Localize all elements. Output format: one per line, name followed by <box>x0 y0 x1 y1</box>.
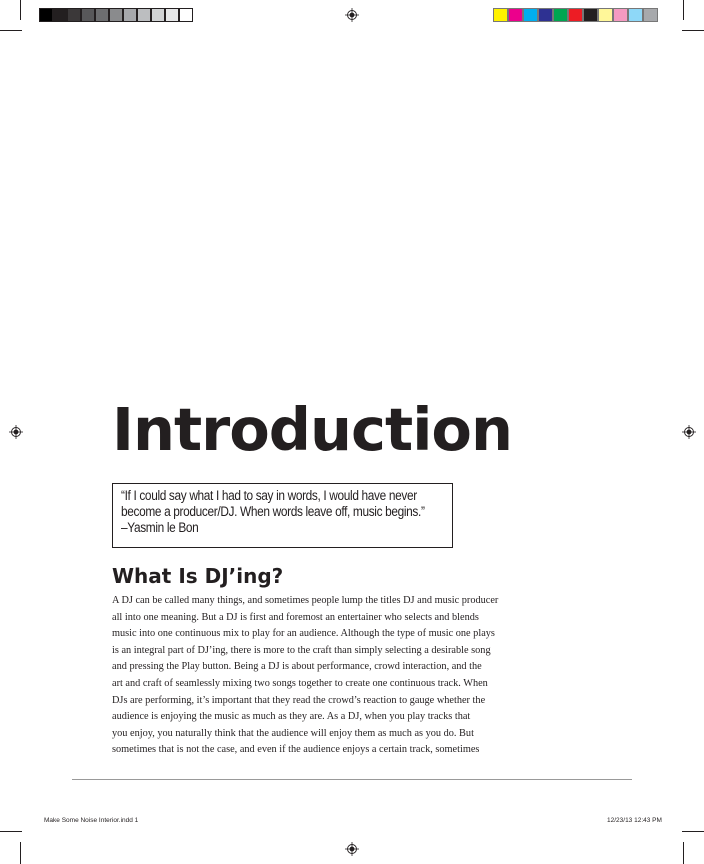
grayscale-swatch <box>123 8 137 22</box>
process-swatch <box>523 8 538 22</box>
registration-mark-bottom-icon <box>345 842 359 856</box>
footer-rule <box>72 779 632 780</box>
process-swatch <box>613 8 628 22</box>
epigraph-line: “If I could say what I had to say in words, I would have never <box>121 488 417 503</box>
grayscale-swatch <box>137 8 151 22</box>
process-swatch <box>628 8 643 22</box>
process-swatch <box>493 8 508 22</box>
process-swatch <box>553 8 568 22</box>
grayscale-swatch <box>151 8 165 22</box>
body-line: is an integral part of DJ’ing, there is more to the craft than simply selecting a desirable song <box>112 644 491 656</box>
chapter-title: Introduction <box>112 395 512 464</box>
crop-mark-bottom-left-h <box>0 831 22 832</box>
registration-mark-right-icon <box>682 425 696 439</box>
process-swatch <box>508 8 523 22</box>
grayscale-color-bar <box>39 8 193 22</box>
crop-mark-bottom-left-v <box>20 842 21 864</box>
epigraph-line: become a producer/DJ. When words leave off, music begins.” <box>121 504 425 519</box>
process-swatch <box>643 8 658 22</box>
body-line: A DJ can be called many things, and sometimes people lump the titles DJ and music producer <box>112 595 499 606</box>
body-line: art and craft of seamlessly mixing two songs together to create one continuous track. When <box>112 677 488 689</box>
crop-mark-bottom-right-v <box>683 842 684 864</box>
registration-mark-top-icon <box>345 8 359 22</box>
body-line: DJs are performing, it’s important that they read the crowd’s reaction to gauge whether the <box>112 694 486 706</box>
crop-mark-top-left-v <box>20 0 21 20</box>
body-line: music into one continuous mix to play for an audience. Although the type of music one plays <box>112 628 495 640</box>
slug-file-label: Make Some Noise Interior.indd 1 <box>44 817 139 824</box>
body-line: all into one meaning. But a DJ is first and foremost an entertainer who selects and blends <box>112 611 479 623</box>
registration-mark-left-icon <box>9 425 23 439</box>
crop-mark-top-right-v <box>683 0 684 20</box>
grayscale-swatch <box>81 8 95 22</box>
body-line: you enjoy, you naturally think that the audience will enjoy them as much as you do. But <box>112 727 474 739</box>
crop-mark-top-right-h <box>682 30 704 31</box>
grayscale-swatch <box>53 8 67 22</box>
body-paragraph <box>112 593 557 759</box>
process-swatch <box>583 8 598 22</box>
grayscale-swatch <box>179 8 193 22</box>
epigraph-box <box>112 483 453 548</box>
body-line: audience is enjoying the music as much as they are. As a DJ, when you play tracks that <box>112 711 471 723</box>
grayscale-swatch <box>95 8 109 22</box>
grayscale-swatch <box>165 8 179 22</box>
body-line: sometimes that is not the case, and even if the audience enjoys a certain track, sometimes <box>112 744 480 756</box>
crop-mark-bottom-right-h <box>682 831 704 832</box>
slug-timestamp: 12/23/13 12:43 PM <box>607 817 662 824</box>
process-color-bar <box>493 8 658 22</box>
process-swatch <box>538 8 553 22</box>
crop-mark-top-left-h <box>0 30 22 31</box>
process-swatch <box>598 8 613 22</box>
grayscale-swatch <box>109 8 123 22</box>
section-heading: What Is DJ’ing? <box>112 564 284 588</box>
body-line: and pressing the Play button. Being a DJ is about performance, crowd interaction, and the <box>112 661 482 673</box>
grayscale-swatch <box>39 8 53 22</box>
process-swatch <box>568 8 583 22</box>
grayscale-swatch <box>67 8 81 22</box>
epigraph-attribution: –Yasmin le Bon <box>121 520 199 535</box>
